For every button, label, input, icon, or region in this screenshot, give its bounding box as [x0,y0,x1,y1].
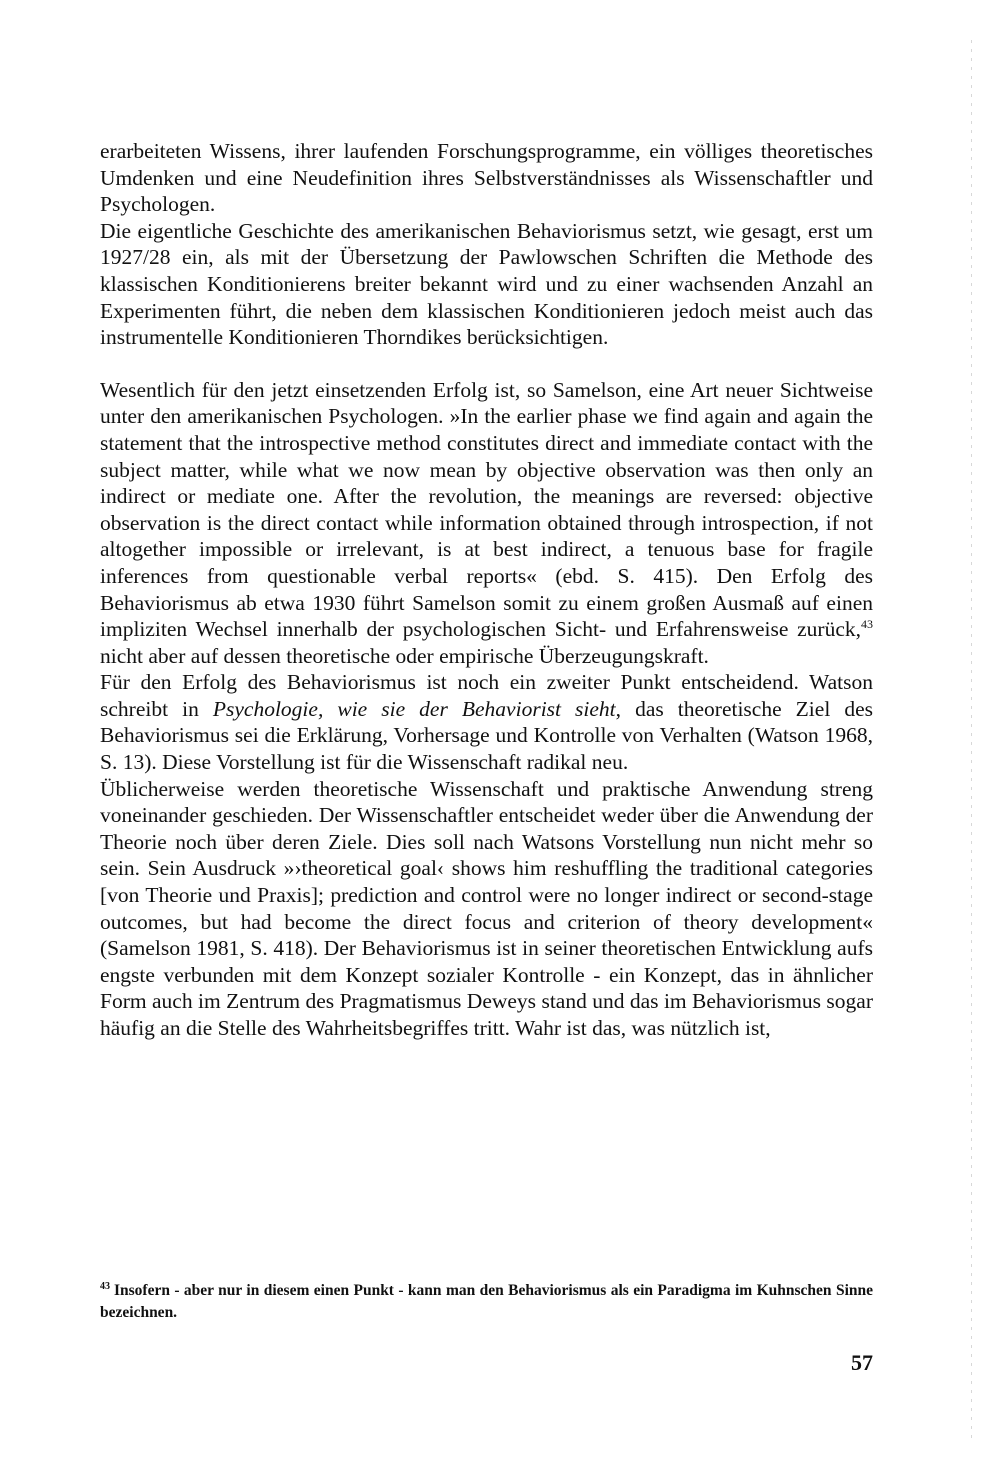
paragraph-2: Die eigentliche Geschichte des amerikanischen Behaviorismus setzt, wie gesagt, erst um 1927/28 ein, als mit der Übersetzung der Pawlowschen Schriften die Methode des klassischen Konditionierens breiter bekannt wird und zu einer wachsenden Anzahl an Experimenten führt, die neben dem klassischen Konditionieren jedoch meist auch das instrumentelle Konditionieren Thorndikes berücksichtigen. [100,218,873,350]
paragraph-4-text-end: , das theoretische Ziel des Behaviorismus sei die Erklärung, Vorhersage und Kontrolle von Verhalten (Watson 1968, S. 13). Diese Vorstellung ist für die Wissenschaft radikal neu. [100,696,873,775]
paragraph-1: erarbeiteten Wissens, ihrer laufenden Forschungsprogramme, ein völliges theoretisches Umdenken und eine Neudefinition ihres Selbstverständnisses als Wissenschaftler und Psychologen. [100,139,873,217]
book-title: Psychologie, wie sie der Behaviorist sieht [212,696,616,721]
footnote-reference: 43 [861,616,873,631]
page-number: 57 [851,1350,873,1375]
footnote-mark: 43 [100,1280,110,1292]
paragraph-3 [100,377,873,670]
paragraph-5: Üblicherweise werden theoretische Wissenschaft und praktische Anwendung streng voneinander geschieden. Der Wissenschaftler entscheidet weder über die Anwendung der Theorie noch über deren Ziele. Dies soll nach Watsons Vorstellung nun nicht mehr so sein. Sein Ausdruck »›theoretical goal‹ shows him reshuffling the traditional categories [von Theorie und Praxis]; prediction and control were no longer indirect or second-stage outcomes, but had become the direct focus and criterion of theory development« (Samelson 1981, S. 418). Der Behaviorismus ist in seiner theoretischen Entwicklung aufs engste verbunden mit dem Konzept sozialer Kontrolle - ein Konzept, das in ähnlicher Form auch im Zentrum des Pragmatismus Deweys stand und das im Behaviorismus sogar häufig an die Stelle des Wahrheitsbegriffes tritt. Wahr ist das, was nützlich ist, [100,776,873,1040]
footnote-text: Insofern - aber nur in diesem einen Punkt - kann man den Behaviorismus als ein Paradigma im Kuhnschen Sinne bezeichnen. [100,1282,873,1321]
paragraph-4 [100,669,873,775]
footnote [100,1280,873,1324]
paragraph-3-text: Wesentlich für den jetzt einsetzenden Erfolg ist, so Samelson, eine Art neuer Sichtweise unter den amerikanischen Psychologen. »In the earlier phase we find again and again the statement that the introspective method constitutes direct and immediate contact with the subject matter, while what we now mean by objective observation was then only an indirect or mediate one. After the revolution, the meanings are reversed: objective observation is the direct contact while information obtained through introspection, if not altogether impossible or irrelevant, is at best indirect, a tenuous base for fragile inferences from questionable verbal reports« (ebd. S. 415). Den Erfolg des Behaviorismus ab etwa 1930 führt Samelson somit zu einem großen Ausmaß auf einen impliziten Wechsel innerhalb der psychologischen Sicht- und Erfahrensweise zurück, [100,377,873,642]
page-body [100,138,873,1042]
paragraph-4-text: Für den Erfolg des Behaviorismus ist noch ein zweiter Punkt entscheidend. Watson schreibt in [100,670,873,721]
scan-edge [971,40,972,1440]
paragraph-gap [100,351,873,377]
paragraph-3-text-end: nicht aber auf dessen theoretische oder empirische Überzeugungskraft. [100,643,709,668]
